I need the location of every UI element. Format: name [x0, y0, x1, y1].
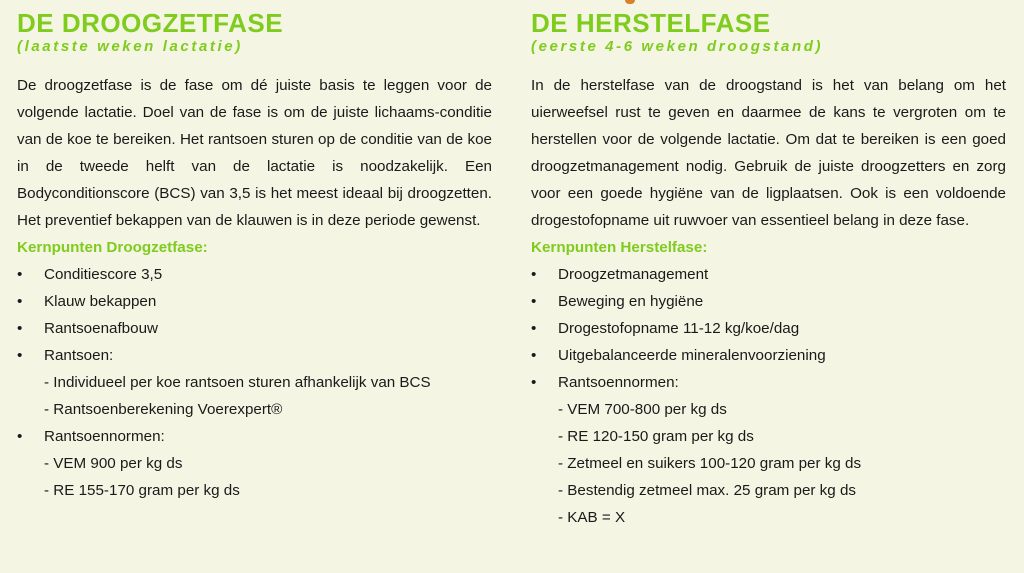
list-item: • Droogzetmanagement [531, 261, 1006, 288]
section-subtitle: (eerste 4-6 weken droogstand) [531, 38, 824, 55]
section-title: DE HERSTELFASE [531, 8, 771, 38]
list-item: • Rantsoen: [17, 342, 492, 369]
sub-item: - VEM 700-800 per kg ds [558, 401, 727, 418]
sub-item: - RE 155-170 gram per kg ds [44, 482, 240, 499]
list-item: • Beweging en hygiëne [531, 288, 1006, 315]
bullet-icon: • [17, 293, 23, 310]
list-item: • Rantsoennormen: [17, 423, 492, 450]
sub-item: - Rantsoenberekening Voerexpert® [44, 401, 283, 418]
bullet-icon: • [531, 293, 537, 310]
kernpunten-list [17, 261, 492, 369]
section-paragraph: De droogzetfase is de fase om dé juiste basis te leggen voor de volgende lactatie. Doel van de fase is om de juiste lichaams-conditie van de koe te bereiken. Het rantsoen sturen op de conditie van de koe in de tweede helft van de lactatie is noodzakelijk. Een Bodyconditionscore (BCS) van 3,5 is het meest ideaal bij droogzetten. Het preventief bekappen van de klauwen is in deze periode gewenst. [17, 77, 492, 229]
bullet-icon: • [531, 266, 537, 283]
sub-item: - KAB = X [558, 509, 626, 526]
bullet-icon: • [531, 347, 537, 364]
list-item: • Rantsoenafbouw [17, 315, 492, 342]
bullet-icon: • [17, 428, 23, 445]
sub-item: - VEM 900 per kg ds [44, 455, 183, 472]
bullet-icon: • [17, 320, 23, 337]
list-item: • Uitgebalanceerde mineralenvoorziening [531, 342, 1006, 369]
kernpunten-title: Kernpunten Droogzetfase: [17, 239, 208, 256]
list-item: • Rantsoennormen: [531, 369, 1006, 396]
bullet-icon: • [17, 266, 23, 283]
kernpunten-title: Kernpunten Herstelfase: [531, 239, 708, 256]
kernpunten-list [531, 261, 1006, 396]
section-paragraph: In de herstelfase van de droogstand is het van belang om het uierweefsel rust te geven en daarmee de kans te vergroten om te herstellen voor de volgende lactatie. Om dat te bereiken is een goed droogzetmanagement nodig. Gebruik de juiste droogzetters en zorg voor een goede hygiëne van de ligplaatsen. Ook is een voldoende drogestofopname uit ruwvoer van essentieel belang in deze fase. [531, 77, 1006, 229]
list-item: • Klauw bekappen [17, 288, 492, 315]
sub-item: - Zetmeel en suikers 100-120 gram per kg ds [558, 455, 862, 472]
bullet-icon: • [531, 374, 537, 391]
section-title: DE DROOGZETFASE [17, 8, 284, 38]
section-subtitle: (laatste weken lactatie) [17, 38, 243, 55]
droogzetfase-section [17, 8, 492, 504]
sub-item: - Bestendig zetmeel max. 25 gram per kg ds [558, 482, 856, 499]
kernpunten-list-cont [17, 423, 492, 450]
list-item: • Drogestofopname 11-12 kg/koe/dag [531, 315, 1006, 342]
list-item: • Conditiescore 3,5 [17, 261, 492, 288]
bullet-icon: • [531, 320, 537, 337]
bullet-icon: • [17, 347, 23, 364]
sub-item: - RE 120-150 gram per kg ds [558, 428, 754, 445]
herstelfase-section [531, 8, 1006, 531]
sub-item: - Individueel per koe rantsoen sturen afhankelijk van BCS [44, 374, 431, 391]
decorative-ornament [625, 0, 635, 4]
